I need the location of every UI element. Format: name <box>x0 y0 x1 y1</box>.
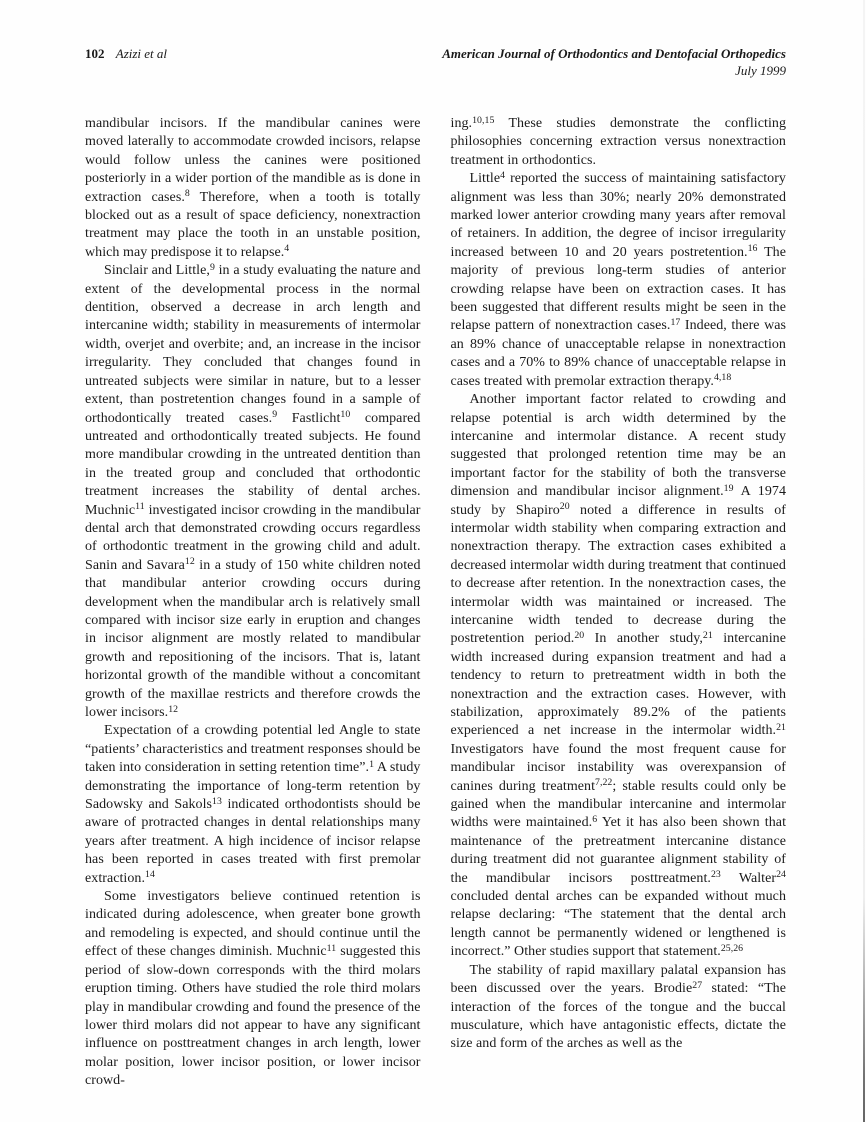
citation-ref: 17 <box>670 317 681 329</box>
paragraph: ing.$^{10,15}$ These studies demonstrate the conflicting philosophies concerning extraction versus nonextraction treatment in orthodontics. <box>450 114 786 168</box>
citation-ref: 12 <box>184 556 195 568</box>
citation-ref: 4,18 <box>713 372 732 384</box>
citation-ref: 10 <box>340 409 351 421</box>
citation-ref: 7,22 <box>595 777 613 789</box>
citation-ref: 16 <box>747 243 758 255</box>
citation-ref: 14 <box>145 869 155 881</box>
paragraph: Little$^4$ reported the success of maintaining satisfactory alignment was less than 30%; nearly 20% demonstrated marked lower anterior crowding many years after removal of retainers. In addition, the degree of incisor irregularity increased between 10 and 20 years postretention.$^{16}$ The majority of previous long-term studies of anterior crowding relapse have been on extraction cases. It has been suggested that different results might be seen in the relapse pattern of nonextraction cases.$^{17}$ Indeed, there was an 89% chance of unacceptable relapse in nonextraction cases and a 70% to 89% chance of unacceptable relapse in cases treated with premolar extraction therapy.$^{4,18}$ <box>450 169 787 389</box>
citation-ref: 10,15 <box>472 114 495 126</box>
citation-ref: 23 <box>710 869 721 881</box>
citation-ref: 21 <box>702 629 713 641</box>
left-column <box>85 115 421 1091</box>
citation-ref: 21 <box>776 722 786 733</box>
citation-ref: 9 <box>209 261 215 273</box>
issue-date: July 1999 <box>735 63 786 78</box>
running-head-authors: Azizi et al <box>115 46 168 61</box>
citation-ref: 27 <box>692 979 703 991</box>
paragraph: mandibular incisors. If the mandibular canines were moved laterally to accommodate crowded incisors, relapse would follow unless the canines were positioned posteriorly in a wider portion of the mandible as is done in extraction cases.$^8$ Therefore, when a tooth is totally blocked out as a result of space deficiency, nonextraction treatment may place the tooth in an unstable position, which may predispose it to relapse.$^4$ <box>85 116 421 260</box>
paragraph: Some investigators believe continued retention is indicated during adolescence, when greater bone growth and remodeling is expected, and should continue until the effect of these changes diminish. Muchnic$^{11}$ suggested this period of slow-down corresponds with the third molars eruption timing. Others have studied the role third molars play in mandibular crowding and found the presence of the lower third molars did not appear to have any significant influence on posttreatment changes in arch length, lower molar position, lower incisor position, or lower incisor crowd- <box>85 889 421 1089</box>
paragraph: Expectation of a crowding potential led Angle to state “patients’ characteristics and treatment responses should be taken into consideration in setting retention time”.$^1$ A study demonstrating the importance of long-term retention by Sadowsky and Sakols$^{13}$ indicated orthodontists should be aware of protracted changes in dental relationships many years after treatment. A high incidence of incisor relapse has been reported in cases treated with first premolar extraction.$^{14}$ <box>85 723 421 886</box>
paragraph: The stability of rapid maxillary palatal expansion has been discussed over the years. Brodie$^{27}$ stated: “The interaction of the forces of the tongue and the buccal musculature, which have antagonistic effects, dictate the size and form of the arches as well as the <box>450 962 787 1052</box>
citation-ref: 11 <box>135 501 145 513</box>
citation-ref: 12 <box>168 703 179 715</box>
running-head-right <box>442 46 786 78</box>
right-column <box>451 115 787 1091</box>
page-number: 102 <box>85 46 105 61</box>
page-header <box>85 46 786 78</box>
citation-ref: 4 <box>500 169 506 181</box>
journal-title: American Journal of Orthodontics and Dentofacial Orthopedics <box>442 46 786 61</box>
citation-ref: 6 <box>592 814 598 826</box>
citation-ref: 20 <box>574 629 585 641</box>
citation-ref: 25,26 <box>720 942 744 954</box>
citation-ref: 1 <box>369 758 375 770</box>
citation-ref: 11 <box>326 942 337 954</box>
running-head-left <box>85 46 167 61</box>
article-body <box>85 115 786 1091</box>
paragraph: Sinclair and Little,$^9$ in a study evaluating the nature and extent of the developmental process in the normal dentition, observed a decrease in arch length and intercanine width; stability in measurements of intermolar width, overjet and overbite; and, an increase in the incisor irregularity. They concluded that changes found in untreated subjects were similar in nature, but to a lesser extent, than postretention changes found in a sample of orthodontically treated cases.$^9$ Fastlicht$^{10}$ compared untreated and orthodontically treated subjects. He found more mandibular crowding in the untreated dentition than in the treated group and concluded that orthodontic treatment increases the stability of dental arches. Muchnic$^{11}$ investigated incisor crowding in the mandibular dental arch that demonstrated crowding occurs regardless of orthodontic treatment in the growing child and adult. Sanin and Savara$^{12}$ in a study of 150 white children noted that mandibular anterior crowding occurs during development when the mandibular arch is relatively small compared with incisor size early in eruption and changes in incisor alignment are mostly related to mandibular growth and repositioning of the incisors. That is, latant horizontal growth of the mandible without a concomitant growth of the maxillae restricts and therefore crowds the lower incisors.$^{12}$ <box>85 261 421 720</box>
citation-ref: 9 <box>272 409 278 421</box>
citation-ref: 4 <box>284 243 290 255</box>
citation-ref: 19 <box>723 482 734 494</box>
citation-ref: 13 <box>212 795 222 807</box>
citation-ref: 24 <box>776 869 787 881</box>
paragraph: Another important factor related to crowding and relapse potential is arch width determined by the intercanine and intermolar distance. A recent study suggested that prolonged retention time may be an important factor for the stability of both the transverse dimension and mandibular incisor alignment.$^{19}$ A 1974 study by Shapiro$^{20}$ noted a difference in results of intermolar width stability when comparing extraction and nonextraction therapy. The extraction cases exhibited a decreased intermolar width during treatment that continued to decrease after retention. In the nonextraction cases, the intermolar width was maintained or increased. The intercanine width tended to decrease during the postretention period.$^{20}$ In another study,$^{21}$ intercanine width increased during expansion treatment and had a tendency to return to pretreatment width in both the nonextraction and the extraction cases. However, with stabilization, approximately 89.2% of the patients experienced a net increase in the intermolar width.$^{21}$ Investigators have found the most frequent cause for mandibular incisor instability was overexpansion of canines during treatment$^{7,22}$; stable results could only be gained when the mandibular intercanine and intermolar widths were maintained.$^6$ Yet it has also been shown that maintenance of the pretreatment intercanine distance during treatment did not guarantee alignment stability of the mandibular incisors posttreatment.$^{23}$ Walter$^{24}$ concluded dental arches can be expanded without much relapse declaring: “The statement that the dental arch length cannot be permanently widened or lengthened is incorrect.” Other studies support that statement.$^{25,26}$ <box>450 392 787 960</box>
citation-ref: 20 <box>559 501 570 513</box>
citation-ref: 8 <box>184 188 190 200</box>
